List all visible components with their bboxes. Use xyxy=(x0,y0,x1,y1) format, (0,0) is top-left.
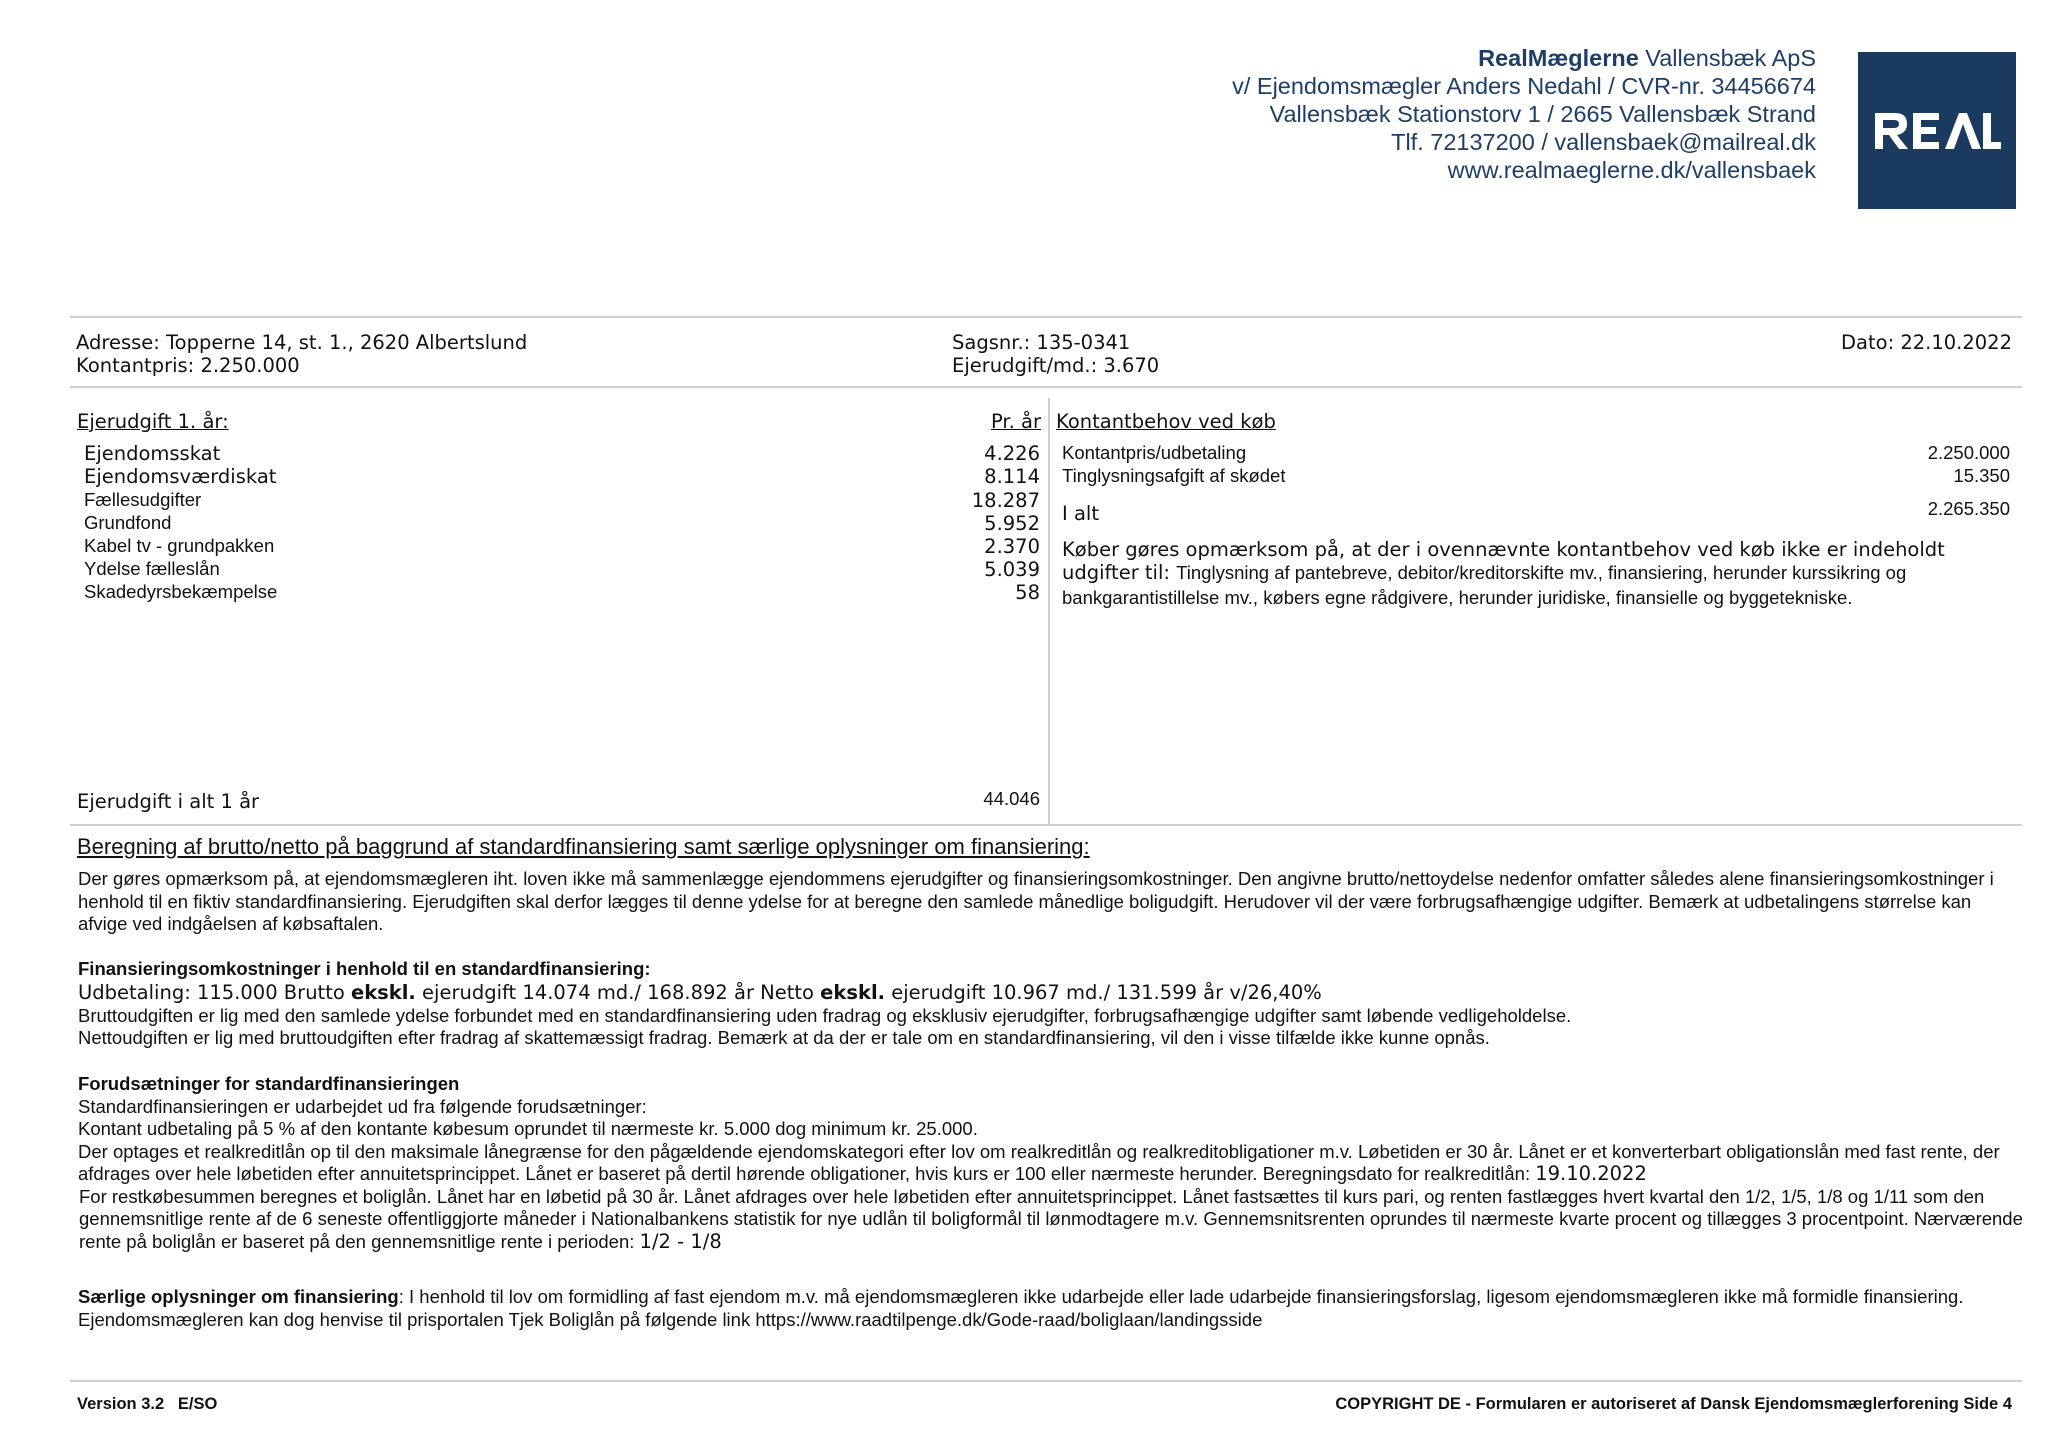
saerlige-text: : I henhold til lov om formidling af fast ejendom m.v. må ejendomsmægleren ikke udarbejde eller lade udarbejde finansieringsforslag, ligesom ejendomsmægleren ikke må formidle finansiering. Ejendomsmægleren kan dog henvise til prisportalen Tjek Boliglån på følgende link https://www.raadtilpenge.dk/Gode-raad/boliglaan/landingsside xyxy=(78,1286,1964,1330)
cash-note-line-3: bankgarantistillelse mv., købers egne rådgivere, herunder juridiske, finansielle og byggetekniske. xyxy=(1062,587,1853,608)
financing-brutto-netto: ejerudgift 14.074 md./ 168.892 år Netto xyxy=(415,980,821,1004)
expense-value: 4.226 xyxy=(984,442,1040,465)
cash-note-lead: udgifter til: xyxy=(1062,561,1177,584)
agency-website: www.realmaeglerne.dk/vallensbaek xyxy=(1447,157,1816,183)
expense-name: Ejendomsværdiskat xyxy=(84,465,277,488)
expense-name: Fællesudgifter xyxy=(84,489,202,510)
agency-contact-block xyxy=(1232,44,1816,184)
forudsaetninger-line-2: Kontant udbetaling på 5 % af den kontante købesum oprundet til nærmeste kr. 5.000 dog minimum kr. 25.000. xyxy=(78,1118,978,1139)
expense-value: 8.114 xyxy=(984,465,1040,488)
cash-total-value: 2.265.350 xyxy=(1927,498,2010,519)
document-date: Dato: 22.10.2022 xyxy=(1841,331,2012,354)
ejerudgift-title: Ejerudgift 1. år: xyxy=(77,410,229,433)
agency-address: Vallensbæk Stationstorv 1 / 2665 Vallensbæk Strand xyxy=(1269,101,1816,127)
beregning-paragraph: Der gøres opmærksom på, at ejendomsmægleren iht. loven ikke må sammenlægge ejendommens ejerudgifter og finansieringsomkostninger. Den angivne brutto/nettoydelse nedenfor omfatter således alene finansieringsomkostninger i henhold til en fiktiv standardfinansiering. Ejerudgiften skal derfor lægges til denne ydelse for at beregne den samlede månedlige boligudgift. Herudover vil der være forbrugsafhængige udgifter. Bemærk at udbetalingens størrelse kan afvige ved indgåelsen af købsaftalen. xyxy=(78,868,1994,934)
realkredit-date: 19.10.2022 xyxy=(1535,1162,1647,1185)
expense-name: Skadedyrsbekæmpelse xyxy=(84,581,278,602)
expense-row xyxy=(84,535,1040,558)
forudsaetninger-line-4 xyxy=(78,1186,2028,1254)
address: Adresse: Topperne 14, st. 1., 2620 Albertslund xyxy=(76,331,528,354)
expense-name: Grundfond xyxy=(84,512,172,533)
cash-item-name: Tinglysningsafgift af skødet xyxy=(1062,465,1286,486)
agency-phone-email: Tlf. 72137200 / vallensbaek@mailreal.dk xyxy=(1391,129,1816,155)
divider-top xyxy=(70,316,2022,318)
cash-price: Kontantpris: 2.250.000 xyxy=(76,354,300,377)
expense-value: 58 xyxy=(1015,581,1040,604)
boliglaan-period: 1/2 - 1/8 xyxy=(639,1229,722,1253)
expense-row xyxy=(84,489,1040,512)
owner-cost-monthly: Ejerudgift/md.: 3.670 xyxy=(952,354,1160,377)
forudsaetninger-section xyxy=(78,1073,2028,1253)
beregning-title: Beregning af brutto/netto på baggrund af standardfinansiering samt særlige oplysninger om finansiering: xyxy=(77,834,1090,859)
cash-item-value: 15.350 xyxy=(1953,465,2010,486)
divider-mid xyxy=(70,824,2022,826)
expense-value: 5.039 xyxy=(984,558,1040,581)
brutto-note: Bruttoudgiften er lig med den samlede ydelse forbundet med en standardfinansiering uden fradrag og eksklusiv ejerudgifter, forbrugsafhængige udgifter samt løbende vedligeholdelse. xyxy=(78,1004,1572,1026)
expense-name: Ejendomsskat xyxy=(84,442,221,465)
expense-row xyxy=(84,465,1040,488)
kontantbehov-title: Kontantbehov ved køb xyxy=(1056,410,1276,433)
finansiering-figures xyxy=(78,981,2038,1005)
divider-info-bottom xyxy=(70,386,2022,388)
finansiering-section xyxy=(78,958,2038,1050)
boliglaan-text: For restkøbesummen beregnes et boliglån. Lånet har en løbetid på 30 år. Lånet afdrages over hele løbetiden efter annuitetsprincippet. Lånet fastsættes til kurs pari, og renten fastlægges hvert kvartal den 1/2, 1/5, 1/8 og 1/11 som den gennemsnitlige rente af de 6 seneste offentliggjorte måneder i Nationalbankens statistik for nye udlån til boligformål til lønmodtagere m.v. Gennemsnitsrenten oprundes til nærmeste kvarte procent og tillægges 3 procentpoint. Nærværende rente på boliglån er baseret på den gennemsnitlige rente i perioden: xyxy=(79,1185,2023,1252)
financing-netto-rate: ejerudgift 10.967 md./ 131.599 år v/26,40% xyxy=(885,980,1322,1004)
expense-value: 5.952 xyxy=(984,512,1040,535)
cash-note-line-2 xyxy=(1062,561,2022,586)
cash-note-line-1: Køber gøres opmærksom på, at der i ovennævnte kontantbehov ved køb ikke er indeholdt xyxy=(1062,538,1945,561)
expense-row xyxy=(84,581,1040,604)
expense-row xyxy=(84,512,1040,535)
expense-name: Ydelse fælleslån xyxy=(84,558,220,579)
real-logo xyxy=(1858,52,2016,209)
saerlige-title: Særlige oplysninger om finansiering xyxy=(78,1286,399,1307)
agency-name-rest: Vallensbæk ApS xyxy=(1638,45,1816,71)
expense-row xyxy=(84,558,1040,581)
cash-note xyxy=(1062,538,2022,609)
cash-item-name: Kontantpris/udbetaling xyxy=(1062,442,1247,463)
footer-version: Version 3.2 E/SO xyxy=(77,1395,218,1413)
financing-excl-2: ekskl. xyxy=(820,980,886,1004)
agency-broker-line: v/ Ejendomsmægler Anders Nedahl / CVR-nr. 34456674 xyxy=(1232,73,1816,99)
cash-note-text: Tinglysning af pantebreve, debitor/kreditorskifte mv., finansiering, herunder kurssikring og xyxy=(1176,562,1907,583)
column-divider xyxy=(1048,398,1050,824)
divider-footer xyxy=(70,1380,2022,1382)
expense-name: Kabel tv - grundpakken xyxy=(84,535,275,556)
expense-value: 2.370 xyxy=(984,535,1040,558)
per-year-header: Pr. år xyxy=(990,410,1041,433)
agency-brand: RealMæglerne xyxy=(1478,45,1639,71)
forudsaetninger-title: Forudsætninger for standardfinansieringen xyxy=(78,1073,460,1094)
financing-excl-1: ekskl. xyxy=(350,980,416,1004)
saerlige-section xyxy=(78,1286,2028,1331)
realkredit-text: Der optages et realkreditlån op til den maksimale lånegrænse for den pågældende ejendomskategori efter lov om realkreditlån og realkreditobligationer m.v. Løbetiden er 30 år. Lånet er et konverterbart obligationslån med fast rente, der afdrages over hele løbetiden efter annuitetsprincippet. Lånet er baseret på dertil hørende obligationer, hvis kurs er 100 eller nærmeste herunder. Beregningsdato for realkreditlån: xyxy=(78,1140,2000,1184)
footer-copyright: COPYRIGHT DE - Formularen er autoriseret af Dansk Ejendomsmæglerforening Side 4 xyxy=(1335,1395,2012,1413)
expense-row xyxy=(84,442,1040,465)
real-logo-icon xyxy=(1873,111,2001,151)
financing-downpayment-brutto: Udbetaling: 115.000 Brutto xyxy=(78,980,351,1004)
agency-name xyxy=(1232,44,1816,72)
case-number: Sagsnr.: 135-0341 xyxy=(952,331,1131,354)
forudsaetninger-line-3 xyxy=(78,1141,2028,1186)
finansiering-title: Finansieringsomkostninger i henhold til en standardfinansiering: xyxy=(78,958,651,979)
netto-note: Nettoudgiften er lig med bruttoudgiften efter fradrag af skattemæssigt fradrag. Bemærk at da der er tale om en standardfinansiering, vil den i visse tilfælde ikke kunne opnås. xyxy=(78,1027,1490,1048)
forudsaetninger-line-1: Standardfinansieringen er udarbejdet ud fra følgende forudsætninger: xyxy=(78,1095,647,1117)
ejerudgift-total-value: 44.046 xyxy=(983,788,1040,809)
cash-item-value: 2.250.000 xyxy=(1927,442,2010,463)
expense-value: 18.287 xyxy=(971,489,1040,512)
cash-total-label: I alt xyxy=(1062,502,1099,525)
ejerudgift-total-label: Ejerudgift i alt 1 år xyxy=(77,790,260,813)
